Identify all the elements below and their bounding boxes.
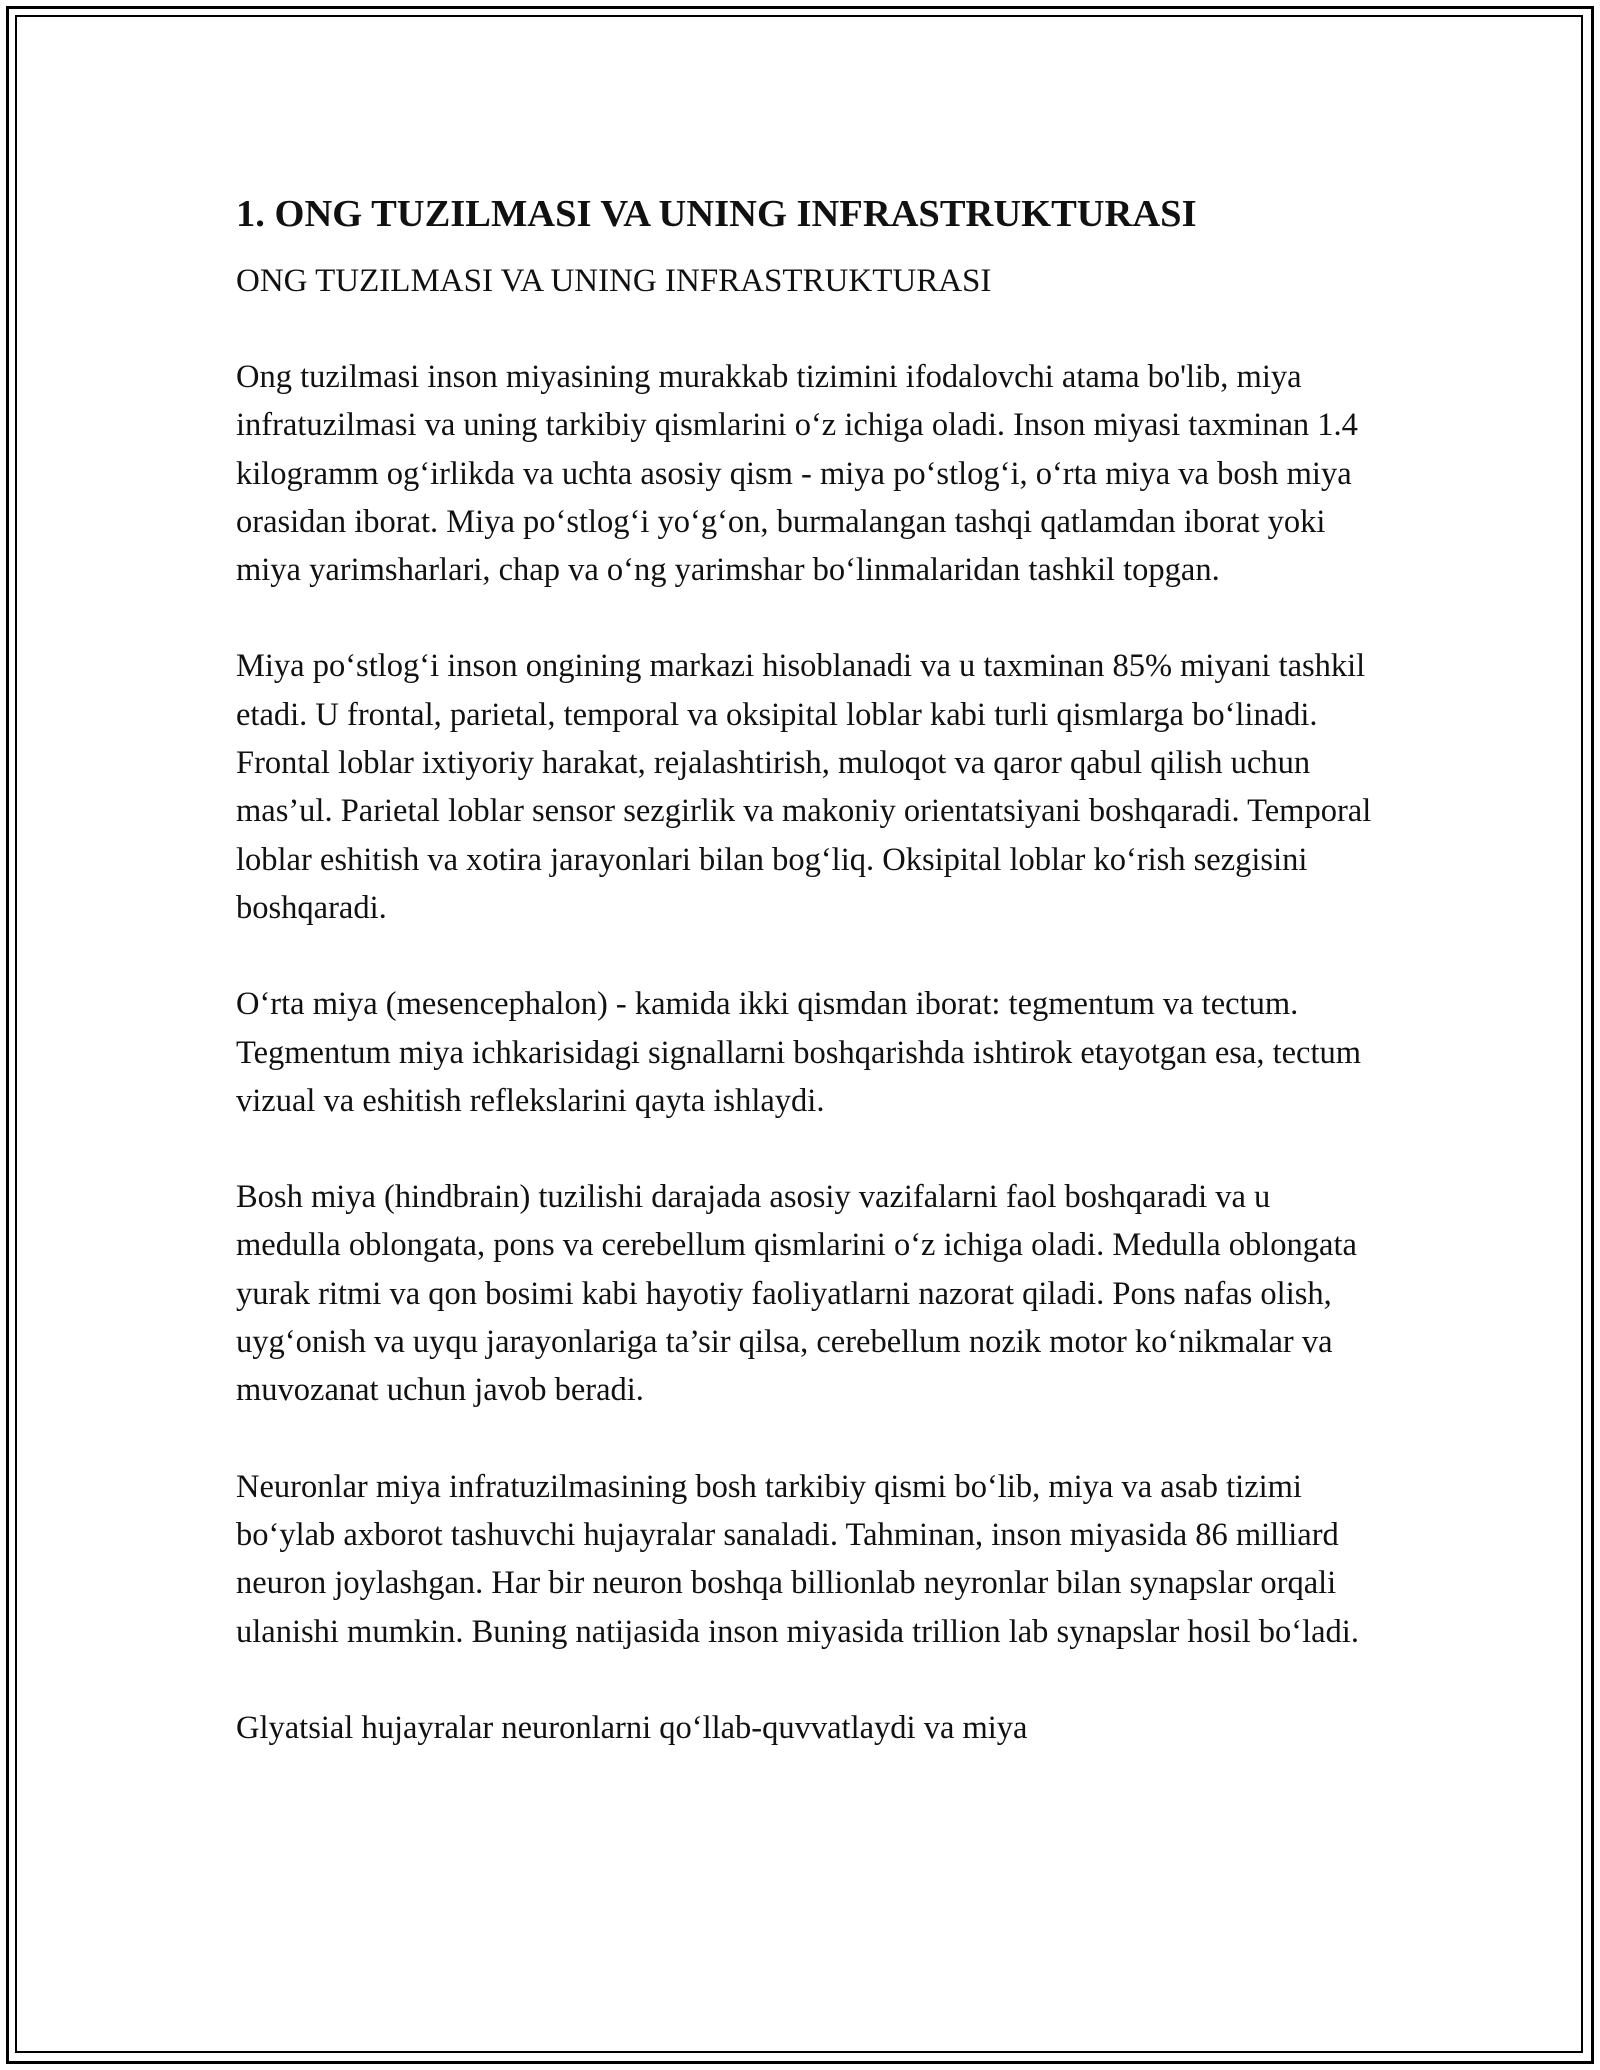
document-body bbox=[236, 186, 1376, 1752]
paragraph-3: O‘rta miya (mesencephalon) - kamida ikki qismdan iborat: tegmentum va tectum. Tegmentum miya ichkarisidagi signallarni boshqarishda ishtirok etayotgan esa, tectum vizual va eshitish reflekslarini qayta ishlaydi. bbox=[236, 986, 1362, 1119]
section-subheading: ONG TUZILMASI VA UNING INFRASTRUKTURASI bbox=[236, 263, 992, 299]
paragraph-1: Ong tuzilmasi inson miyasining murakkab tizimini ifodalovchi atama bo'lib, miya infratuzilmasi va uning tarkibiy qismlarini o‘z ichiga oladi. Inson miyasi taxminan 1.4 kilogramm og‘irlikda va uchta asosiy qism - miya po‘stlog‘i, o‘rta miya va bosh miya orasidan iborat. Miya po‘stlog‘i yo‘g‘on, burmalangan tashqi qatlamdan iborat yoki miya yarimsharlari, chap va o‘ng yarimshar bo‘linmalaridan tashkil topgan. bbox=[236, 359, 1358, 589]
section-heading: 1. ONG TUZILMASI VA UNING INFRASTRUKTURASI bbox=[236, 193, 1197, 235]
paragraph-4: Bosh miya (hindbrain) tuzilishi darajada asosiy vazifalarni faol boshqaradi va u medulla oblongata, pons va cerebellum qismlarini o‘z ichiga oladi. Medulla oblongata yurak ritmi va qon bosimi kabi hayotiy faoliyatlarni nazorat qiladi. Pons nafas olish, uyg‘onish va uyqu jarayonlariga ta’sir qilsa, cerebellum nozik motor ko‘nikmalar va muvozanat uchun javob beradi. bbox=[236, 1179, 1357, 1409]
paragraph-5: Neuronlar miya infratuzilmasining bosh tarkibiy qismi bo‘lib, miya va asab tizimi bo‘ylab axborot tashuvchi hujayralar sanaladi. Tahminan, inson miyasida 86 milliard neuron joylashgan. Har bir neuron boshqa billionlab neyronlar bilan synapslar orqali ulanishi mumkin. Buning natijasida inson miyasida trillion lab synapslar hosil bo‘ladi. bbox=[236, 1468, 1359, 1650]
paragraph-6: Glyatsial hujayralar neuronlarni qo‘llab-quvvatlaydi va miya bbox=[236, 1709, 1028, 1746]
paragraph-2: Miya po‘stlog‘i inson ongining markazi hisoblanadi va u taxminan 85% miyani tashkil etadi. U frontal, parietal, temporal va oksipital loblar kabi turli qismlarga bo‘linadi. Frontal loblar ixtiyoriy harakat, rejalashtirish, muloqot va qaror qabul qilish uchun mas’ul. Parietal loblar sensor sezgirlik va makoniy orientatsiyani boshqaradi. Temporal loblar eshitish va xotira jarayonlari bilan bog‘liq. Oksipital loblar ko‘rish sezgisini boshqaradi. bbox=[236, 648, 1372, 926]
